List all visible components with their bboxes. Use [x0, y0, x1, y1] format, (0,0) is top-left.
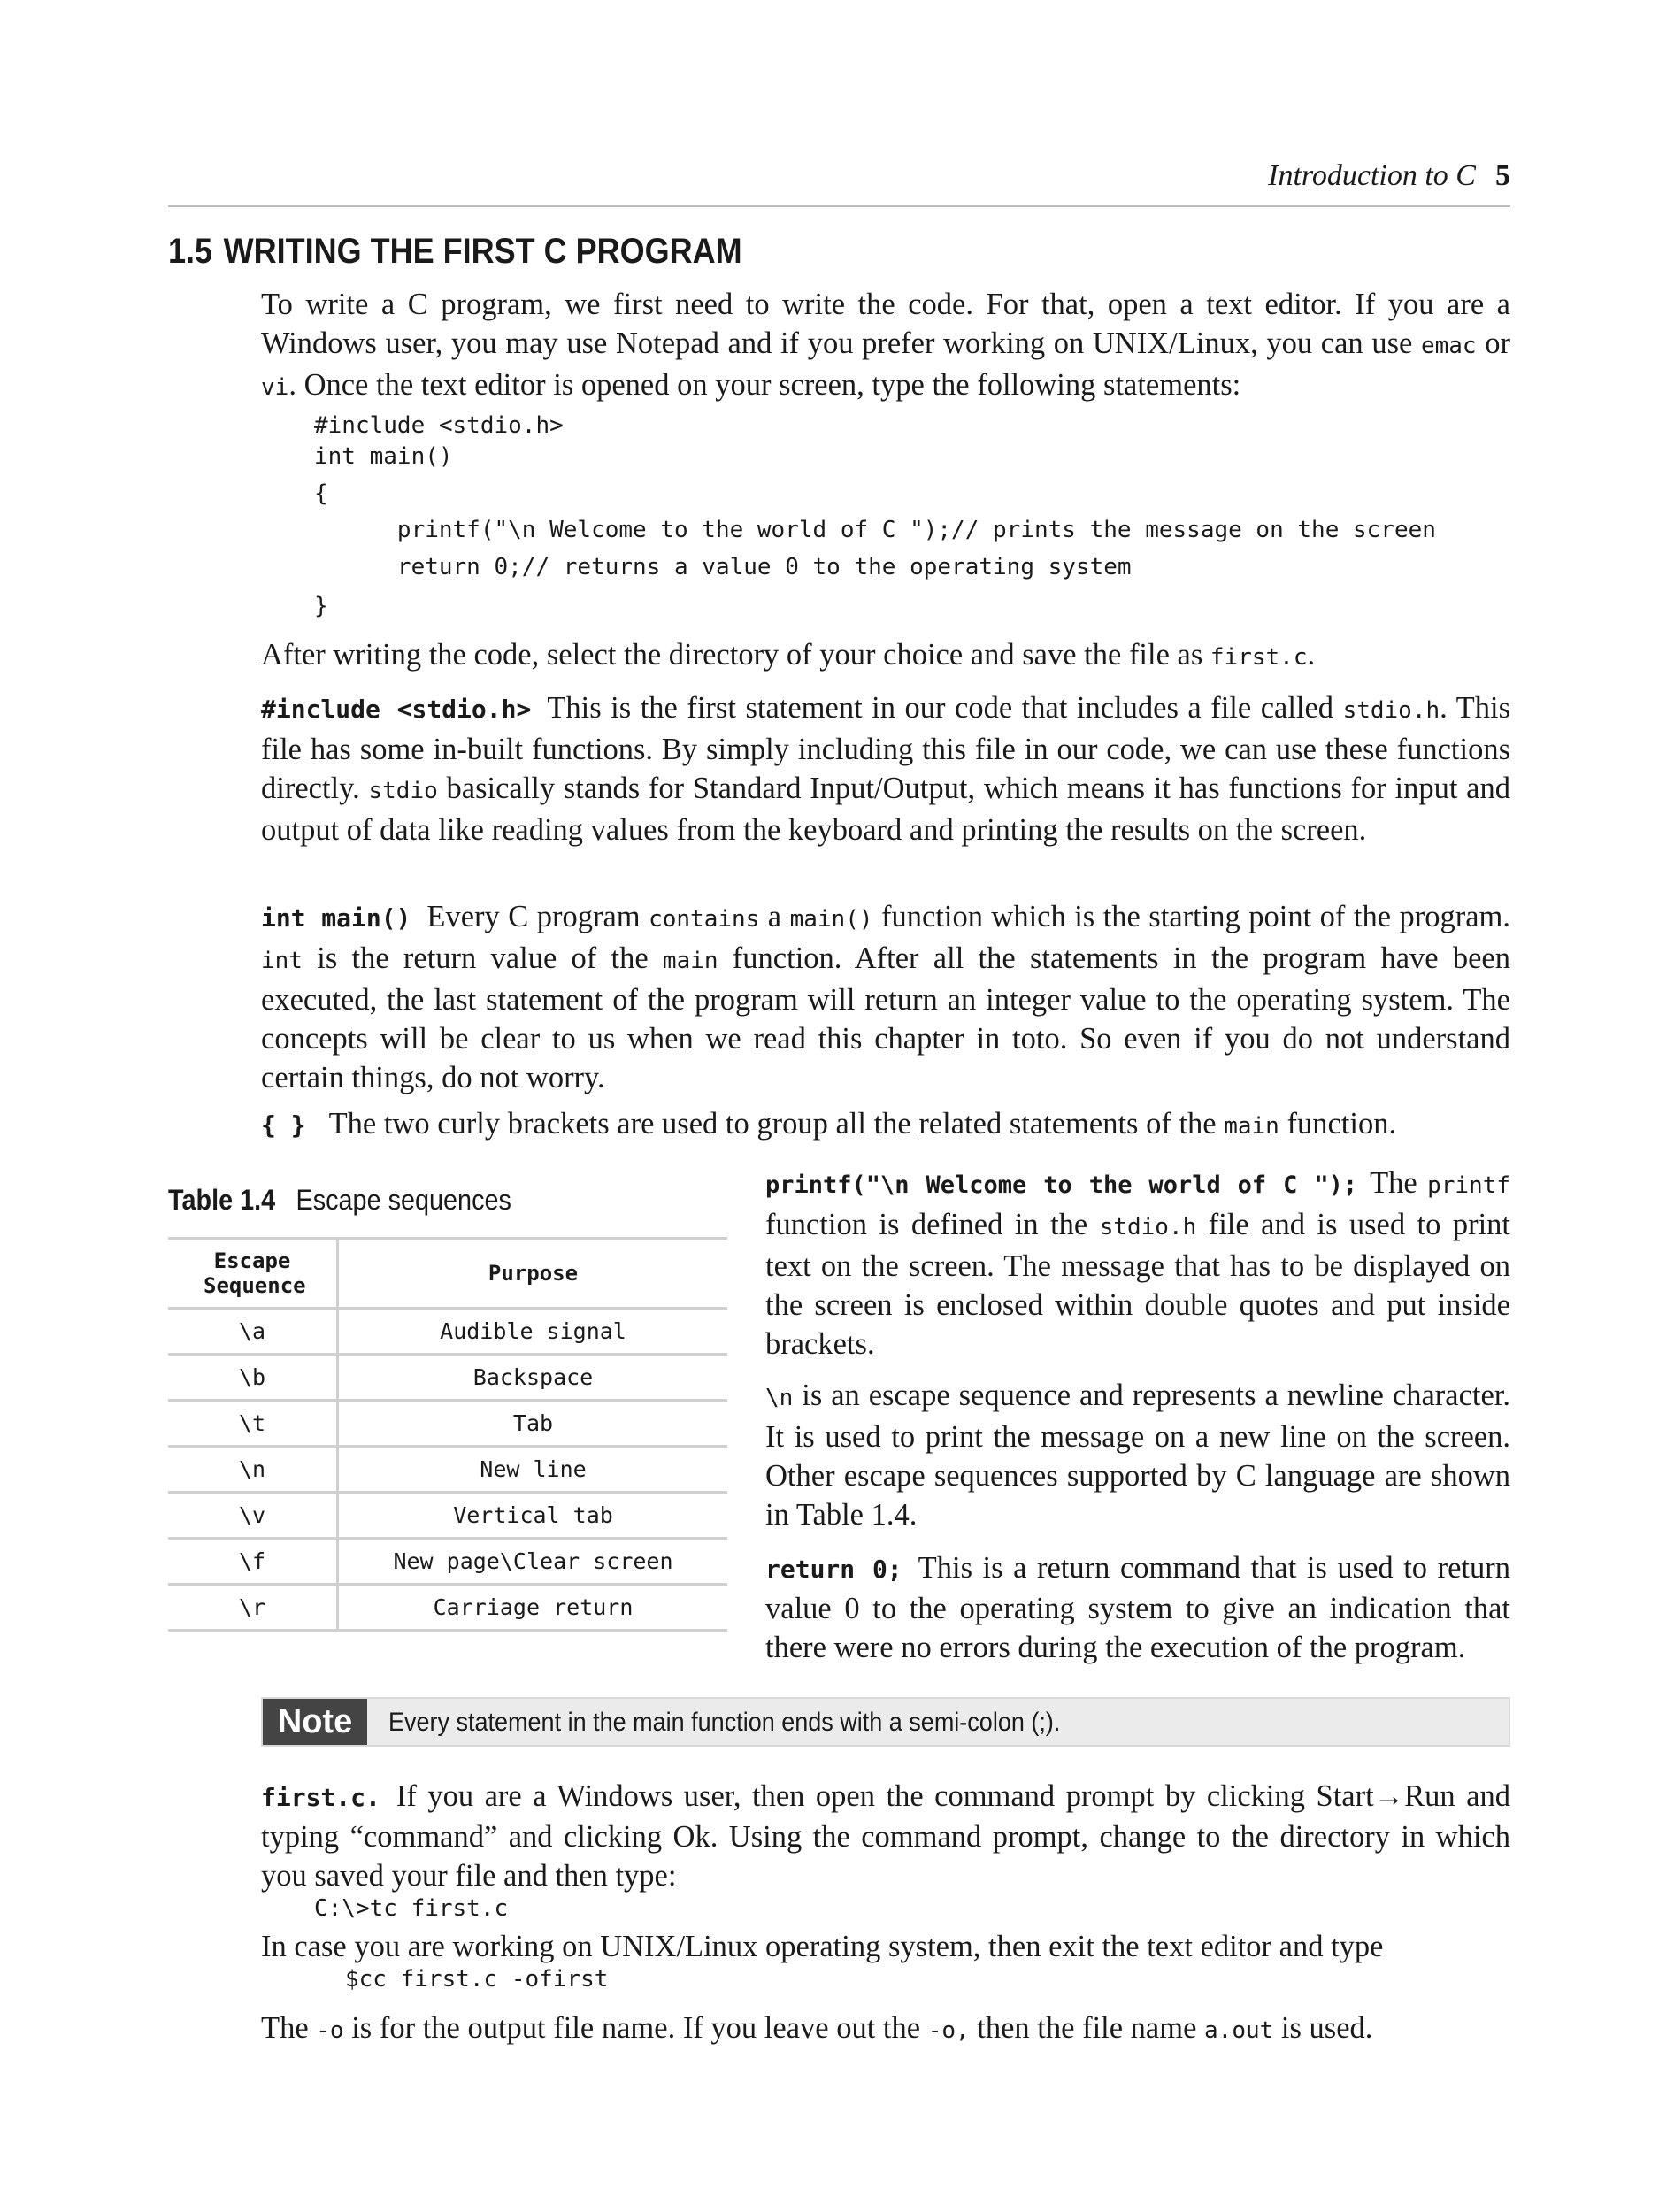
include-code-stdio-h: stdio.h — [1342, 697, 1440, 724]
page-number: 5 — [1495, 159, 1510, 192]
final-code-o: -o — [316, 2017, 344, 2044]
final-text-c: then the file name — [969, 2011, 1205, 2045]
final-text-b: is for the output file name. If you leave out the — [343, 2011, 928, 2045]
main-paragraph — [261, 897, 1510, 1097]
braces-code-main: main — [1224, 1113, 1279, 1140]
table-row — [168, 1447, 727, 1493]
printf-code-printf: printf — [1427, 1172, 1510, 1199]
note-text: Every statement in the main function ends with a semi-colon (;). — [388, 1708, 1061, 1737]
after-code-filename: first.c — [1210, 644, 1308, 671]
table-caption — [168, 1184, 511, 1217]
running-head-title: Introduction to C — [1268, 159, 1476, 192]
table-row — [168, 1355, 727, 1401]
header-escape-sequence-text: Escape Sequence — [204, 1248, 306, 1298]
table-cell-escape: \b — [168, 1355, 338, 1401]
table-cell-escape: \v — [168, 1493, 338, 1539]
escape-sequence-table — [168, 1237, 727, 1632]
intro-text-a: To write a C program, we first need to write the code. For that, open a text editor. If you are a Windows user, you may use Notepad and if you prefer working on UNIX/Linux, you can use — [261, 288, 1510, 360]
running-head — [1268, 159, 1510, 193]
main-text-c: function which is the starting point of the program. — [872, 900, 1510, 933]
table-cell-escape: \n — [168, 1447, 338, 1493]
include-text-b: . This file has some in-built functions. By simply including this file in our code, we can use these functions directly. — [261, 691, 1510, 805]
intro-paragraph — [261, 285, 1510, 407]
braces-text-b: function. — [1279, 1107, 1397, 1141]
braces-text-a: The two curly brackets are used to group all the related statements of the — [328, 1107, 1225, 1141]
printf-code-stdio-h: stdio.h — [1099, 1214, 1197, 1240]
firstc-paragraph — [261, 1777, 1510, 1895]
table-row — [168, 1493, 727, 1539]
intro-text-b: or — [1476, 326, 1510, 360]
main-code-main: main — [662, 948, 718, 974]
table-cell-purpose: New page\Clear screen — [338, 1539, 728, 1585]
main-text-d: is the return value of the — [302, 941, 663, 975]
final-paragraph — [261, 2008, 1510, 2050]
table-row — [168, 1401, 727, 1447]
section-number: 1.5 — [168, 232, 213, 271]
main-lead: int main() — [261, 903, 411, 933]
return-paragraph — [765, 1548, 1510, 1667]
include-lead: #include <stdio.h> — [261, 695, 532, 724]
table-cell-purpose: Tab — [338, 1401, 728, 1447]
braces-lead: { } — [261, 1110, 306, 1140]
printf-paragraph — [765, 1164, 1510, 1363]
printf-lead: printf("\n Welcome to the world of C "); — [765, 1171, 1358, 1199]
final-code-o-comma: -o, — [927, 2017, 970, 2044]
note-box — [261, 1697, 1510, 1747]
table-cell-purpose: New line — [338, 1447, 728, 1493]
main-code-contains: contains — [649, 906, 760, 933]
code-line-printf: printf("\n Welcome to the world of C ");// prints the message on the screen — [314, 517, 1436, 543]
firstc-lead: first.c. — [261, 1783, 380, 1812]
code-line-main: int main() — [314, 443, 453, 470]
intro-text-c: . Once the text editor is opened on your screen, type the following statements: — [288, 368, 1241, 402]
include-text-c: basically stands for Standard Input/Output, which means it has functions for input and output of data like reading values from the keyboard and printing the results on the screen. — [261, 772, 1510, 847]
command-unix: $cc first.c -ofirst — [345, 1966, 609, 1993]
main-code-int: int — [261, 948, 303, 974]
table-cell-purpose: Backspace — [338, 1355, 728, 1401]
table-row — [168, 1585, 727, 1631]
after-code-text: After writing the code, select the directory of your choice and save the file as — [261, 638, 1210, 672]
table-row — [168, 1539, 727, 1585]
intro-code-vi: vi — [261, 374, 289, 401]
note-label: Note — [263, 1699, 367, 1745]
newline-paragraph — [765, 1376, 1510, 1534]
table-cell-escape: \r — [168, 1585, 338, 1631]
final-text-a: The — [261, 2011, 317, 2045]
table-header-row — [168, 1239, 727, 1309]
table-cell-escape: \t — [168, 1401, 338, 1447]
code-line-return: return 0;// returns a value 0 to the operating system — [314, 554, 1132, 580]
return-lead: return 0; — [765, 1555, 902, 1584]
main-text-e: function. After all the statements in the program have been executed, the last statement of the program will return an integer value to the operating system. The concepts will be clear to us when we read this chapter in toto. So even if you do not understand certain things, do not worry. — [261, 941, 1510, 1094]
intro-code-emac: emac — [1420, 333, 1477, 359]
section-title: WRITING THE FIRST C PROGRAM — [223, 232, 742, 271]
main-code-main-call: main() — [789, 906, 873, 933]
table-label: Table 1.4 — [168, 1184, 276, 1216]
table-cell-escape: \a — [168, 1309, 338, 1355]
table-caption-text: Escape sequences — [296, 1184, 511, 1216]
code-line-close-brace: } — [314, 593, 328, 619]
include-text-a: This is the first statement in our code that includes a file called — [547, 691, 1343, 725]
unix-paragraph: In case you are working on UNIX/Linux operating system, then exit the text editor and type — [261, 1930, 1384, 1963]
main-text-b: a — [759, 900, 790, 933]
braces-paragraph — [261, 1104, 1510, 1146]
header-escape-sequence — [168, 1239, 338, 1309]
header-rule — [168, 205, 1510, 207]
return-text: This is a return command that is used to return value 0 to the operating system to give an indication that there were no errors during the execution of the program. — [765, 1551, 1510, 1664]
after-code-paragraph — [261, 635, 1510, 677]
after-code-period: . — [1307, 638, 1316, 672]
table-cell-escape: \f — [168, 1539, 338, 1585]
printf-text-a: The — [1370, 1166, 1428, 1200]
printf-text-b: function is defined in the — [765, 1208, 1100, 1241]
table-row — [168, 1309, 727, 1355]
final-code-a-out: a.out — [1204, 2017, 1274, 2044]
include-paragraph — [261, 688, 1510, 849]
header-purpose: Purpose — [338, 1239, 728, 1309]
include-code-stdio: stdio — [368, 778, 438, 804]
code-line-open-brace: { — [314, 480, 328, 507]
table-cell-purpose: Audible signal — [338, 1309, 728, 1355]
section-heading — [168, 232, 742, 272]
main-text-a: Every C program — [426, 900, 649, 933]
newline-text: is an escape sequence and represents a newline character. It is used to print the message on a new line on the screen. Other escape sequences supported by C language are shown in Table 1.4. — [765, 1379, 1510, 1532]
final-text-d: is used. — [1273, 2011, 1373, 2045]
printf-text-c: file and is used to print text on the screen. The message that has to be displayed on the screen is enclosed within double quotes and put inside brackets. — [765, 1208, 1511, 1361]
table-cell-purpose: Carriage return — [338, 1585, 728, 1631]
command-windows: C:\>tc first.c — [314, 1895, 509, 1922]
code-line-include: #include <stdio.h> — [314, 412, 564, 439]
table-cell-purpose: Vertical tab — [338, 1493, 728, 1539]
newline-code: \n — [765, 1385, 794, 1411]
firstc-text: If you are a Windows user, then open the command prompt by clicking Start→Run and typing “command” and clicking Ok. Using the command prompt, change to the directory in which you saved your file and then type: — [261, 1779, 1510, 1893]
